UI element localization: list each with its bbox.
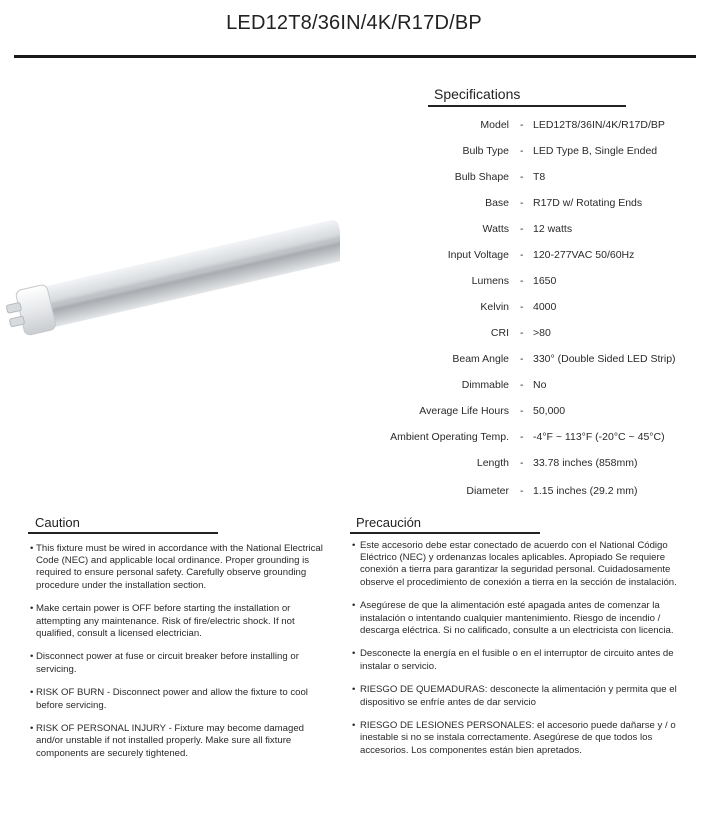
note-item (30, 687, 330, 711)
spec-separator: - (520, 431, 524, 443)
specifications-divider (428, 105, 626, 107)
bullet-icon: • (352, 720, 356, 732)
note-text: Disconnect power at fuse or circuit breaker before installing or servicing. (36, 651, 299, 675)
spec-value: 120-277VAC 50/60Hz (533, 249, 635, 261)
note-item (352, 648, 682, 672)
spec-row (360, 116, 700, 134)
spec-separator: - (520, 405, 524, 417)
note-item (30, 543, 330, 592)
pin-top (6, 302, 21, 313)
spec-value: LED12T8/36IN/4K/R17D/BP (533, 119, 665, 131)
spec-value: LED Type B, Single Ended (533, 145, 658, 157)
note-text: RIESGO DE QUEMADURAS: desconecte la alimentación y permita que el dispositivo se enfríe antes de dar servicio (360, 684, 677, 708)
pin-bottom (9, 316, 24, 327)
note-text: This fixture must be wired in accordance with the National Electrical Code (NEC) and applicable local ordinance. Proper grounding is required to ensure personal safety. Carefully observe grounding procedure under the installation section. (36, 543, 323, 591)
spec-label: Length (476, 457, 509, 469)
spec-row (360, 428, 700, 446)
spec-value: T8 (533, 171, 546, 183)
spec-label: Watts (482, 223, 509, 235)
spec-value: 4000 (533, 301, 557, 313)
bullet-icon: • (30, 543, 34, 554)
precaucion-heading: Precaución (356, 515, 422, 530)
note-text: Asegúrese de que la alimentación esté apagada antes de comenzar la instalación o intentando cualquier mantenimiento. Riesgo de incendio / descarga eléctrica. Si no calificado, consulte a un electricista con licencia. (360, 600, 674, 636)
bullet-icon: • (352, 684, 356, 696)
spec-separator: - (520, 485, 524, 497)
spec-separator: - (520, 353, 524, 365)
spec-separator: - (520, 249, 524, 261)
spec-separator: - (520, 457, 524, 469)
spec-row (360, 298, 700, 316)
product-title: LED12T8/36IN/4K/R17D/BP (226, 12, 482, 34)
spec-row (360, 376, 700, 394)
precaucion-list (352, 540, 682, 768)
bullet-icon: • (30, 603, 34, 615)
led-tube-illustration (0, 200, 340, 360)
note-item (352, 540, 682, 589)
spec-row (360, 246, 700, 264)
spec-label: Kelvin (480, 301, 509, 313)
spec-value: 330° (Double Sided LED Strip) (533, 353, 676, 365)
precaucion-divider (350, 532, 540, 534)
spec-label: Bulb Type (462, 145, 509, 157)
spec-label: Ambient Operating Temp. (390, 431, 509, 443)
spec-value: 1650 (533, 275, 557, 287)
spec-value: -4°F ~ 113°F (-20°C ~ 45°C) (533, 431, 665, 443)
spec-separator: - (520, 145, 524, 157)
spec-separator: - (520, 379, 524, 391)
note-text: RIESGO DE LESIONES PERSONALES: el accesorio puede dañarse y / o inestable si no se instala correctamente. Asegúrese de que todos los accesorios. Los componentes están bien apretados. (360, 720, 676, 756)
spec-row (360, 350, 700, 368)
specifications-heading: Specifications (434, 86, 521, 102)
spec-label: Input Voltage (447, 249, 509, 261)
spec-row (360, 454, 700, 472)
bullet-icon: • (352, 540, 356, 551)
spec-row (360, 142, 700, 160)
bullet-icon: • (30, 723, 34, 735)
spec-separator: - (520, 327, 524, 339)
caution-heading: Caution (35, 515, 80, 530)
spec-row (360, 324, 700, 342)
note-item (352, 600, 682, 637)
note-text: Make certain power is OFF before starting the installation or attempting any maintenance. Risk of fire/electric shock. If not qualified, consult a licensed electrician. (36, 603, 295, 639)
spec-separator: - (520, 275, 524, 287)
spec-value: 12 watts (533, 223, 573, 235)
spec-label: Beam Angle (452, 353, 509, 365)
note-text: RISK OF BURN - Disconnect power and allow the fixture to cool before servicing. (36, 687, 308, 711)
spec-value: No (533, 379, 547, 391)
bullet-icon: • (352, 600, 356, 612)
spec-row (360, 402, 700, 420)
spec-row (360, 272, 700, 290)
caution-list (30, 543, 330, 771)
spec-value: R17D w/ Rotating Ends (533, 197, 643, 209)
spec-separator: - (520, 197, 524, 209)
spec-label: Dimmable (461, 379, 509, 391)
spec-row (360, 220, 700, 238)
bullet-icon: • (30, 687, 34, 699)
spec-row (360, 194, 700, 212)
spec-label: Base (485, 197, 509, 209)
note-item (30, 723, 330, 760)
spec-value: 1.15 inches (29.2 mm) (533, 485, 638, 497)
spec-value: >80 (533, 327, 551, 339)
spec-label: Model (480, 119, 509, 131)
caution-divider (28, 532, 218, 534)
spec-separator: - (520, 171, 524, 183)
spec-label: Diameter (466, 485, 509, 497)
note-item (352, 684, 682, 708)
note-text: Este accesorio debe estar conectado de acuerdo con el National Código Eléctrico (NEC) y ordenanzas locales aplicables. Apropiado Se requiere conexión a tierra para garantizar la seguridad personal. Cuidadosamente observe el procedimiento de conexión a tierra en la sección de instalación. (360, 540, 677, 588)
spec-label: CRI (490, 327, 509, 339)
spec-separator: - (520, 223, 524, 235)
spec-row (360, 168, 700, 186)
note-item (352, 720, 682, 757)
bullet-icon: • (352, 648, 356, 660)
spec-separator: - (520, 301, 524, 313)
header-divider (14, 55, 696, 58)
note-text: RISK OF PERSONAL INJURY - Fixture may become damaged and/or unstable if not installed properly. Make sure all fixture components are securely tightened. (36, 723, 305, 759)
spec-separator: - (520, 119, 524, 131)
note-text: Desconecte la energía en el fusible o en el interruptor de circuito antes de instalar o servicio. (360, 648, 674, 672)
note-item (30, 603, 330, 640)
spec-value: 50,000 (533, 405, 566, 417)
bullet-icon: • (30, 651, 34, 663)
spec-row (360, 482, 700, 500)
spec-value: 33.78 inches (858mm) (533, 457, 638, 469)
note-item (30, 651, 330, 675)
spec-label: Lumens (471, 275, 509, 287)
led-tube-image (0, 200, 340, 360)
spec-label: Bulb Shape (454, 171, 509, 183)
spec-label: Average Life Hours (419, 405, 509, 417)
